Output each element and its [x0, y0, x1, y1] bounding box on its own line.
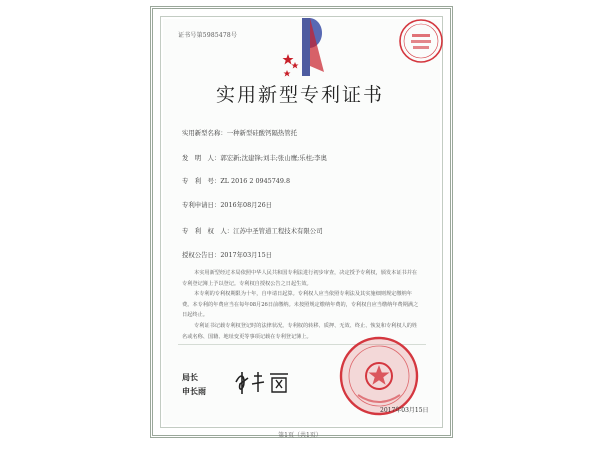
- field-patentee: [182, 226, 323, 235]
- field-inventors: [182, 153, 327, 162]
- field-label: 发 明 人：: [182, 154, 221, 162]
- seal-date: 2017年03月15日: [380, 407, 429, 414]
- top-seal-stamp: [398, 18, 444, 64]
- field-value: 2017年03月15日: [220, 251, 273, 259]
- director-signature: [232, 368, 292, 398]
- director-name: 申长雨: [182, 386, 206, 396]
- body-paragraph: 本实用新型经过本局依照中华人民共和国专利法进行初步审查，决定授予专利权，颁发本证书并在专利登记簿上予以登记。专利权自授权公告之日起生效。: [182, 270, 418, 287]
- field-label: 专 利 号：: [182, 177, 221, 185]
- field-application-date: [182, 200, 272, 209]
- field-value: 一种新型硅酸钙隔热管托: [226, 129, 298, 137]
- field-label: 专 利 权 人：: [182, 227, 234, 235]
- certificate-title: 实用新型专利证书: [215, 84, 384, 106]
- field-value: 江苏中圣管道工程技术有限公司: [233, 227, 323, 235]
- field-grant-date: [182, 250, 272, 259]
- body-paragraph: 本专利的专利权期限为十年，自申请日起算。专利权人应当依照专利法及其实施细则规定缴纳年费。本专利的年费应当在每年08月26日前缴纳。未按照规定缴纳年费的，专利权自应当缴纳年费期满之日起终止。: [182, 291, 419, 319]
- field-value: 郭宏新;沈建锋;刘丰;张山鹰;乐柱;李奥: [220, 154, 327, 162]
- field-label: 专利申请日：: [182, 201, 221, 209]
- field-value: ZL 2016 2 0945749.8: [220, 177, 291, 185]
- field-label: 授权公告日：: [182, 251, 221, 259]
- field-patent-number: [182, 176, 290, 185]
- field-value: 2016年08月26日: [220, 201, 273, 209]
- certificate-body: [182, 268, 422, 342]
- body-paragraph: 专利证书记载专利权登记时的法律状况。专利权的转移、质押、无效、终止、恢复和专利权人的姓名或名称、国籍、地址变更等事项记载在专利登记簿上。: [182, 322, 418, 340]
- patent-office-logo: [280, 12, 328, 82]
- director-title: 局长: [182, 372, 198, 382]
- field-utility-name: [182, 128, 297, 137]
- certificate-number: 证书号第5985478号: [178, 32, 238, 39]
- page-number: 第1页（共1页）: [278, 432, 322, 439]
- field-label: 实用新型名称：: [182, 129, 227, 137]
